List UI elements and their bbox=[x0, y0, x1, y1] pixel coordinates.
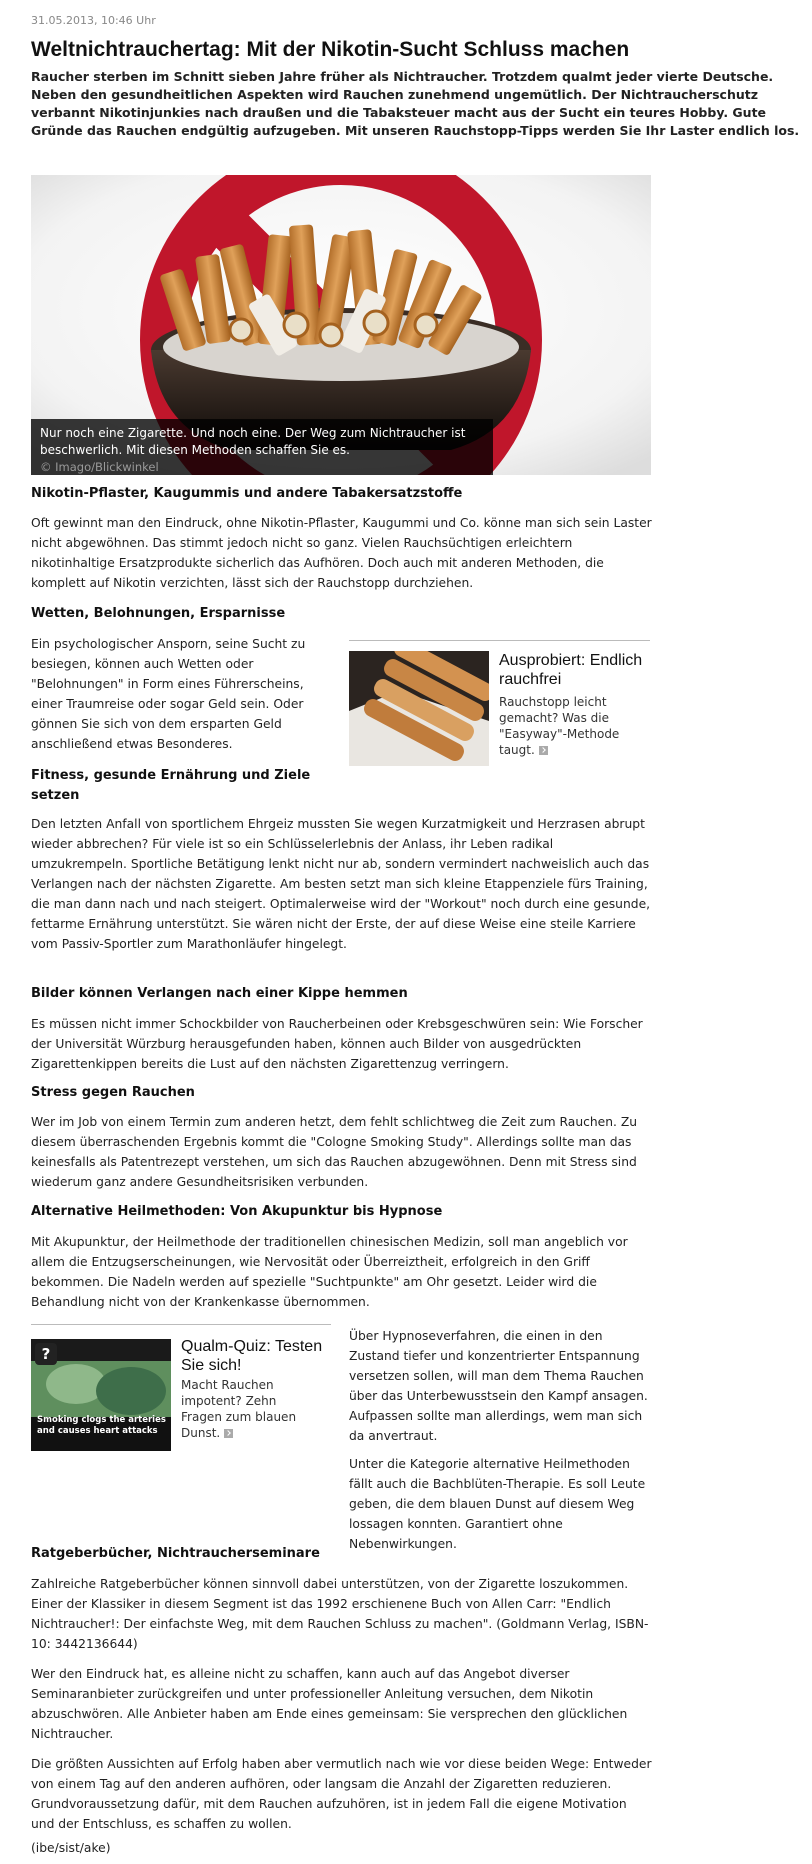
quiz-image-text: Smoking clogs the arteries and causes heart attacks bbox=[37, 1415, 166, 1436]
teaser-easyway-image[interactable] bbox=[349, 651, 489, 766]
section-paragraph: Oft gewinnt man den Eindruck, ohne Nikotin-Pflaster, Kaugummi und Co. könne man sich sein Laster nicht abgewöhnen. Das stimmt jedoch nicht so ganz. Vielen Rauchsüchtigen erleichtern nikotinhaltige Ersatzprodukte sicherlich das Aufhören. Doch auch mit anderen Methoden, die komplett auf Nikotin verzichten, lässt sich der Rauchstopp durchziehen. bbox=[31, 516, 652, 590]
teaser-quiz-title[interactable]: Qualm-Quiz: Testen Sie sich! bbox=[181, 1338, 323, 1374]
teaser-easyway-text[interactable]: Rauchstopp leicht gemacht? Was die "Easyway"-Methode taugt. bbox=[499, 695, 620, 757]
question-mark-icon: ? bbox=[35, 1343, 57, 1365]
article-timestamp: 31.05.2013, 10:46 Uhr bbox=[31, 14, 156, 27]
hero-credit: © Imago/Blickwinkel bbox=[40, 460, 159, 474]
section-paragraph: Zahlreiche Ratgeberbücher können sinnvoll dabei unterstützen, von der Zigarette loszukommen. Einer der Klassiker in diesem Segment ist das 1992 erschienene Buch von Allen Carr: "Endlich Nichtraucher!: Der einfachste Weg, mit dem Rauchen Schluss zu machen". (Goldmann Verlag, ISBN-10: 3442136644) bbox=[31, 1577, 649, 1651]
article-title: Weltnichtrauchertag: Mit der Nikotin-Sucht Schluss machen bbox=[31, 38, 630, 61]
section-heading: Ratgeberbücher, Nichtraucherseminare bbox=[31, 1546, 320, 1561]
hero-caption bbox=[31, 419, 493, 475]
section-paragraph: Den letzten Anfall von sportlichem Ehrgeiz mussten Sie wegen Kurzatmigkeit und Herzrasen abrupt wieder abbrechen? Für viele ist so ein Schlüsselerlebnis der Anlass, ihr Leben radikal umzukrempeln. Sportliche Betätigung lenkt nicht nur ab, sondern vermindert nachweislich auch das Verlangen nach der nächsten Zigarette. Am besten setzt man sich kleine Etappenziele fürs Training, die man dann nach und nach steigert. Optimalerweise wird der "Workout" noch durch eine gesunde, fettarme Ernährung unterstützt. Sie wären nicht der Erste, der auf diese Weise eine steile Karriere vom Passiv-Sportler zum Marathonläufer hingelegt. bbox=[31, 817, 651, 951]
section-paragraph: Ein psychologischer Ansporn, seine Sucht zu besiegen, können auch Wetten oder "Belohnungen" in Form eines Führerscheins, einer Traumreise oder sogar Geld sein. Oder gönnen Sie sich von dem ersparten Geld anschließend etwas Besonderes. bbox=[31, 637, 306, 751]
section-heading: Wetten, Belohnungen, Ersparnisse bbox=[31, 606, 286, 621]
teaser-quiz[interactable] bbox=[31, 1324, 331, 1453]
section-paragraph: Mit Akupunktur, der Heilmethode der traditionellen chinesischen Medizin, soll man angeblich vor allem die Entzugserscheinungen, wie Nervosität oder Überreiztheit, erfolgreich in den Griff bekommen. Die Nadeln werden auf spezielle "Suchtpunkte" am Ohr gesetzt. Leider wird die Behandlung nicht von der Krankenkasse übernommen. bbox=[31, 1235, 628, 1309]
cigarette-pack-illustration bbox=[349, 651, 489, 766]
more-arrow-icon[interactable] bbox=[224, 1429, 233, 1438]
section-heading: Stress gegen Rauchen bbox=[31, 1085, 195, 1100]
section-heading: Fitness, gesunde Ernährung und Ziele setzen bbox=[31, 768, 311, 803]
section-heading: Alternative Heilmethoden: Von Akupunktur bis Hypnose bbox=[31, 1204, 443, 1219]
article-sign-off: (ibe/sist/ake) bbox=[31, 1841, 111, 1855]
section-paragraph: Über Hypnoseverfahren, die einen in den Zustand tiefer und konzentrierter Entspannung versetzen sollen, will man dem Thema Rauchen über das Unterbewusstsein den Kampf ansagen. Aufpassen sollte man allerdings, wem man sich da anvertraut. bbox=[349, 1329, 648, 1443]
hero-caption-text: Nur noch eine Zigarette. Und noch eine. Der Weg zum Nichtraucher ist beschwerlich. Mit diesen Methoden schaffen Sie es. bbox=[40, 426, 466, 457]
hero-image[interactable] bbox=[31, 175, 651, 475]
section-paragraph: Wer im Job von einem Termin zum anderen hetzt, dem fehlt schlichtweg die Zeit zum Rauchen. Zu diesem überraschenden Ergebnis kommt die "Cologne Smoking Study". Allerdings sollte man das keinesfalls als Patentrezept verstehen, um sich das Rauchen abzugewöhnen. Denn mit Stress sind wiederum ganz andere Gesundheitsrisiken verbunden. bbox=[31, 1115, 638, 1189]
section-heading: Bilder können Verlangen nach einer Kippe hemmen bbox=[31, 986, 408, 1001]
teaser-quiz-text[interactable]: Macht Rauchen impotent? Zehn Fragen zum blauen Dunst. bbox=[181, 1378, 297, 1440]
teaser-easyway[interactable] bbox=[349, 640, 650, 769]
teaser-easyway-title[interactable]: Ausprobiert: Endlich rauchfrei bbox=[499, 652, 643, 688]
teaser-quiz-image[interactable] bbox=[31, 1339, 171, 1451]
section-paragraph: Die größten Aussichten auf Erfolg haben aber vermutlich nach wie vor diese beiden Wege: Entweder von einem Tag auf den anderen aufhören, oder langsam die Anzahl der Zigaretten reduzieren. Grundvoraussetzung dafür, mit dem Rauchen aufzuhören, ist in jedem Fall die eigene Motivation und der Entschluss, es schaffen zu wollen. bbox=[31, 1757, 652, 1831]
section-paragraph: Es müssen nicht immer Schockbilder von Raucherbeinen oder Krebsgeschwüren sein: Wie Forscher der Universität Würzburg herausgefunden haben, können auch Bilder von ausgedrückten Zigarettenkippen bereits die Lust auf den nächsten Zigarettenzug verringern. bbox=[31, 1017, 643, 1071]
section-heading: Nikotin-Pflaster, Kaugummis und andere Tabakersatzstoffe bbox=[31, 486, 463, 501]
section-paragraph: Wer den Eindruck hat, es alleine nicht zu schaffen, kann auch auf das Angebot diverser Seminaranbieter zurückgreifen und unter professioneller Anleitung versuchen, dem Nikotin abzuschwören. Alle Anbieter haben am Ende eines gemeinsam: Sie versprechen den glücklichen Nichtraucher. bbox=[31, 1667, 628, 1741]
more-arrow-icon[interactable] bbox=[539, 746, 548, 755]
section-paragraph: Unter die Kategorie alternative Heilmethoden fällt auch die Bachblüten-Therapie. Es soll Leute geben, die dem blauen Dunst auf diesem Weg lossagen konnten. Garantiert ohne Nebenwirkungen. bbox=[349, 1457, 646, 1551]
article-lead: Raucher sterben im Schnitt sieben Jahre früher als Nichtraucher. Trotzdem qualmt jeder vierte Deutsche. Neben den gesundheitlichen Aspekten wird Rauchen zunehmend ungemütlich. Der Nichtraucherschutz verbannt Nikotinjunkies nach draußen und die Tabaksteuer macht aus der Sucht ein teures Hobby. Gute Gründe das Rauchen endgültig aufzugeben. Mit unseren Rauchstopp-Tipps werden Sie Ihr Laster endlich los. bbox=[31, 69, 800, 138]
